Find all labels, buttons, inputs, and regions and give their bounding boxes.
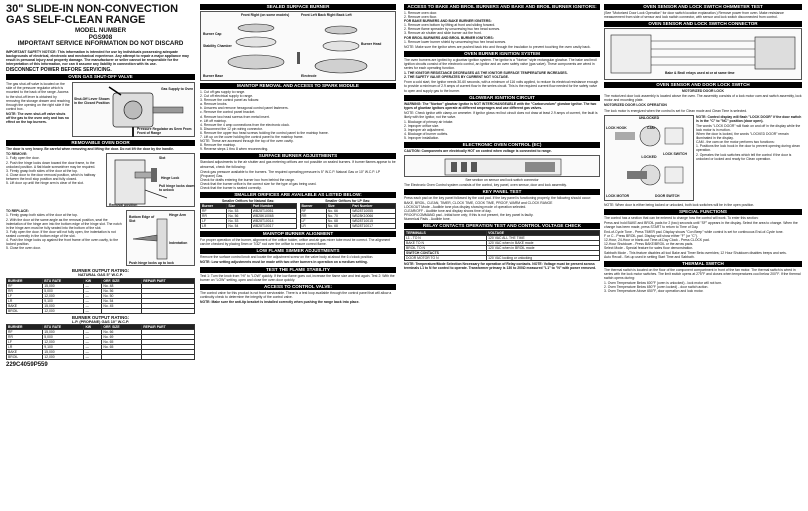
cell: — [84, 293, 102, 298]
label-gas-supply: Gas Supply to Oven [161, 87, 194, 92]
nat-orifice-heading: Smaller Orifices for Natural Gas: [222, 199, 275, 204]
table-row [405, 256, 600, 261]
doorlock-item: 2. Operates the lock switches which tell the control if the door is unlocked or locked and ready for Clean operation. [696, 152, 792, 161]
section-maintop-burner-title: MAINTOP BURNER ALIGNMENT [200, 231, 396, 237]
col-header: TERMINALS [405, 231, 487, 236]
col-header: BTU RATE [43, 278, 84, 283]
cell: DOOR MOTOR TO N [405, 256, 487, 261]
table-row [201, 224, 297, 229]
cell: RR [7, 334, 43, 339]
col-header: Part Number [351, 204, 396, 209]
low-flame-text: Remove the surface control knob and locate the adjustment screw on the valve body at about the 6 o'clock position. [200, 255, 374, 260]
col-header: Burner [201, 204, 227, 209]
replace-step: 5. Close the oven door. [6, 246, 41, 251]
section-oven-shutoff-title: OVEN GAS SHUT-OFF VALVE [6, 74, 195, 80]
replace-heading: TO REPLACE: [6, 209, 29, 214]
label-electrode: Electrode [301, 74, 317, 78]
cell: 12,000 [43, 354, 84, 359]
cell: No. 56 [102, 288, 142, 293]
section-ecc-title: ELECTRONIC OVEN CONTROL (EC) [404, 142, 600, 148]
bake-step: 1. Remove oven door. [404, 11, 438, 15]
document-code: 229C4059P559 [6, 361, 48, 368]
label-hinge-arm: Hinge Arm [169, 213, 187, 218]
special-item: 12-Hour, 24-Hour or blank-out Time-of-Day Clock - Press CLOCK pad. [604, 238, 710, 243]
maintop-step: 2. Cut off electrical supply to range. [200, 94, 254, 99]
cell: 5,000 [43, 334, 84, 339]
cell: No. 53 [227, 209, 251, 214]
ecc-see-note: See section on sensor and lock switch connector [465, 177, 539, 182]
ecc-text: The Electronic Oven Control system consists of the control, key panel, oven sensor, door and lock assembly. [404, 182, 567, 187]
sealed-burner-figure [200, 11, 396, 81]
cell: 15,000 [43, 329, 84, 334]
keypanel-item: BAKE, BROIL, CLEAN, TIMER, CLOCK TIME, COOK TIME, PROOF, WARM and CLOCK RANGE [404, 200, 553, 205]
column-3 [404, 4, 600, 271]
ecc-caution: CAUTION: Components are electrically HOT on control when voltage is connected to range. [404, 149, 552, 154]
label-indentation: Indentation [169, 241, 188, 246]
col-header: BURNER [7, 278, 43, 283]
glowbar-item: 3. Improper air adjustment. [404, 128, 445, 133]
section-relay-title: RELAY CONTACTS OPERATION TEST AND CONTROL VOLTAGE CHECK [404, 223, 600, 229]
label-locked: LOCKED [641, 154, 657, 159]
glowbar-note: NOTE: Check ignitor with clamp-on ammeter. If ignitor glows red but circuit does not draw at least 2.9 amps of current, the fault is likely with the ignitor, not the valve. [404, 110, 598, 119]
label-burner-cap: Burner Cap [203, 32, 222, 36]
keypanel-item: CLEAR/OFF - Audible tone and display shows time of day. [404, 209, 492, 213]
section-access-bake-title: ACCESS TO BAKE AND BROIL BURNERS AND BAKE AND BROIL BURNER IGNITORS: [404, 4, 600, 10]
cell [102, 354, 142, 359]
cell: LF [201, 219, 227, 224]
section-flame-title: TEST THE FLAME STABILITY [200, 267, 396, 273]
cell [102, 308, 142, 313]
service-notice: IMPORTANT SERVICE INFORMATION DO NOT DISCARD [17, 40, 184, 48]
label-removal-position: Removal position [109, 203, 138, 208]
cell: LF [7, 339, 43, 344]
keypanel-text: Press each pad on the key panel followed by the cool pad. If the key panel is functioning properly, the following should occur: [404, 195, 592, 200]
label-lock-switch: LOCK SWITCH [663, 151, 687, 156]
cell: No. 69 [102, 334, 142, 339]
burner-table-lp [6, 324, 195, 360]
cell: No. 66 [102, 329, 142, 334]
label-bottom-edge: Bottom Edge of Slot [129, 215, 155, 224]
nat-table-subtitle: NATURAL GAS 5" W.C.P. [78, 273, 123, 278]
surface-adj-item: Check that the burner orifice is the correct size for the type of gas being used. [200, 181, 317, 186]
replace-step: 2. With the door at the same angle as the removal position, seat the indentation of the hinge arm into the bottom edge of the hinge slot. The notch in the hinge arm must be fully seated into the bottom of the slot. [6, 217, 122, 230]
doorlock-item: 1. Positions the lock hook in the door to prevent opening during clean operation. [696, 144, 800, 153]
section-door-title: REMOVABLE OVEN DOOR [6, 140, 195, 146]
access-control-note: NOTE: Make sure the anti-tip bracket is installed correctly when pushing the range back into place. [200, 299, 360, 304]
special-item: End-of-Cycle Tone - Press TIMER pad. Display shows "Con Beep" while control is set for continuous End-of-Cycle tone. [604, 230, 784, 235]
cell: No. 65 [102, 339, 142, 344]
special-item: Auto Recall - Set-up used in setting Start Time and Sabbath. [604, 254, 695, 259]
remove-step: 1. Fully open the door. [6, 156, 40, 161]
special-item: Select Mode - Special feature for sales floor demonstration. [604, 246, 694, 251]
page-title: 30" SLIDE-IN NON-CONVECTION GAS SELF-CLEAN RANGE [6, 3, 179, 26]
doorlock-note: NOTE: Control display will flash "LOCK DOOR" if the door switch is in the "C" to "NC" position (door open). [696, 114, 802, 123]
maintop-step: 5. Disconnect the 12 pin wiring connector. [200, 126, 263, 131]
cell: — [84, 349, 102, 354]
cell: — [84, 354, 102, 359]
cell: BROIL [7, 308, 43, 313]
section-connector-title: OVEN SENSOR AND LOCK SWITCH CONNECTOR [604, 21, 802, 27]
cell: SWITCH CONTACTS [405, 251, 487, 256]
cell: BROIL TO N [405, 246, 487, 251]
col-header: ORF. SIZE [102, 278, 142, 283]
section-sealed-title: SEALED SURFACE BURNER [200, 4, 396, 10]
cell: No. 54 [102, 298, 142, 303]
doorlock-note-2: NOTE: When door is either being locked or unlocked, both lock switches will be in the open position. [604, 202, 755, 207]
cell: RR [300, 214, 326, 219]
maintop-step: 6. Remove the upper two head screws holding the control panel to the maintop frame. [200, 130, 329, 135]
hinge-arm-figure [126, 210, 195, 266]
doorlock-subtitle: MOTORIZED DOOR LOCK [682, 89, 724, 94]
cell: LR [300, 224, 326, 229]
broil-burner-step: 1. Remove lower burner shield by unscrewing two hex head screws. [404, 39, 507, 44]
bake-step: 2. Remove oven floor. [404, 15, 437, 20]
section-doorlock-title: OVEN SENSOR AND DOOR LOCK SWITCH [604, 82, 802, 88]
col-header: KW [84, 278, 102, 283]
doorlock-item: When the door is locked, the words "LOCKED DOOR" remain illuminated in the display. [696, 132, 789, 141]
section-maintop-title: MAINTOP REMOVAL AND ACCESS TO SPARK MODULE [200, 83, 396, 89]
cell: WB28T10051 [251, 209, 296, 214]
cell: No. 48 [102, 283, 142, 288]
label-unlocked: UNLOCKED [638, 115, 660, 120]
section-thermal-title: THERMAL SWITCH [604, 261, 802, 267]
cell: LR [7, 298, 43, 303]
cell [142, 308, 195, 313]
cell: — [84, 344, 102, 349]
label-hinge-lock: Hinge Lock [161, 176, 180, 181]
surface-adj-text: Standard adjustments to the air shutter and gas metering orifices are not possible on sealed burners. If burner flames appear to be abnormal, check the following: [200, 160, 396, 169]
cell: WB28T10017 [351, 224, 396, 229]
cell: — [84, 288, 102, 293]
hinge-diagram [107, 154, 196, 208]
section-smaller-title: SMALLER ORIFICES ARE AVAILABLE AS LISTED BELOW: [200, 192, 396, 198]
table-row [300, 224, 396, 229]
lp-table-subtitle: L.P. (PROPANE) GAS 10" W.C.P. [71, 319, 130, 324]
label-shutoff-lever: Shut-Off Lever Shown in the Closed Position [74, 97, 110, 106]
control-board-diagram [405, 156, 601, 178]
maintop-step: d. Remove two head screws from metal insert. [200, 114, 270, 119]
cell: 120 VAC when in BAKE mode [487, 241, 600, 246]
maintop-step: b. Unscrew and remove hexagonal control panel fasteners. [200, 106, 289, 111]
column-4 [604, 4, 802, 293]
cell: — [84, 339, 102, 344]
cell: No. 54 [227, 224, 251, 229]
keypanel-item: PROOF/COMMAND pad - Initial tone only; if this is not present, the key panel is faulty. [404, 213, 534, 218]
doorlock-text: The motorized door lock assembly is located above the oven. The assembly consists of a lock motor cam and switch assembly, lock motor and mounting plate. [604, 94, 802, 103]
cell: RF [201, 209, 227, 214]
maintop-step: NOTE: These are accessed through the top of the oven cavity. [200, 139, 294, 144]
label-lock-hook: LOCK HOOK [606, 125, 627, 130]
special-item: Sabbath Mode - This feature disables all tool Bake and Timer Beta overrides; 12 Hour Shutdown disables beeps and sets. [604, 250, 787, 255]
cell: RR [201, 214, 227, 219]
ignition-text: The oven burners are ignited by a glowbar ignition system. The ignitor is a "Norton" style rectangular glowbar. The bake and broil ignition circuits consist of the electronic control, an ignitor and an oven safety valve (gas valve). These components are wired in series for each operating function. [404, 57, 597, 71]
label-cam: CAM [647, 125, 655, 130]
door-hinge-figure [106, 153, 195, 207]
section-surface-adj-title: SURFACE BURNER ADJUSTMENTS [200, 153, 396, 159]
cell: WB28T10055 [351, 209, 396, 214]
surface-adj-item: Check gas pressure available to the burners. The required operating pressure is 5" W.C.P. Natural Gas or 10" W.C.P. LP (Propane) Gas. [200, 169, 381, 178]
shutoff-note: NOTE: The oven shut-off valve shuts off the gas to the oven only and has no effect on the top burners. [6, 111, 69, 125]
label-stability: Stability Chamber [203, 44, 232, 48]
cell: LR [7, 344, 43, 349]
col-header: KW [84, 324, 102, 329]
col-header: REPAIR PART [142, 324, 195, 329]
bake-note: NOTE: Make sure the ignitor wires are pushed back into and through the insulation to prevent touching the oven cavity back. [404, 44, 591, 49]
bake-burner-heading: FOR BAKE BURNERS AND BAKE BURNER IGNITERS: [404, 19, 492, 24]
cell: — [84, 303, 102, 308]
col-header: VOLTAGE [487, 231, 600, 236]
cell: BAKE TO N [405, 241, 487, 246]
relay-note: NOTE: Temperature/Mode Selection Necessary for operation of Relay contacts. NOTE: Voltage must be present across terminals L1 to N for control to operate. Transformer primary is 130 to 200Ω measured "L1" to "N" with power removed. [404, 262, 597, 271]
cell: WB28K10066 [351, 214, 396, 219]
cell: L1 - TO N [405, 236, 487, 241]
cell: RF [7, 283, 43, 288]
col-header: ORF. SIZE [102, 324, 142, 329]
glowbar-item: 4. Blockage of burner outlets. [404, 132, 449, 137]
cell: 15,000 [43, 283, 84, 288]
ignition-more: From a cold start, the ignitor needs 30-60 seconds, with a minimum of 116 volts applied, to reduce its electrical resistance enough to provide a minimum of 2.9 amps of current flow in the series circuit. This is the required current flow needed for the safety valve to open and supply gas to the burner. [404, 80, 599, 93]
cell: 12,000 [43, 293, 84, 298]
label-burner-head: Burner Head [361, 42, 382, 46]
sensor-text: (See "Motorized Door Lock Operation" for door switch location explanation.) Remove power from oven. Make resistance measurement from side of sensor and lock switch connector, with sensor and lock switch disconnected from control. [604, 11, 784, 20]
disconnect-warning: DISCONNECT POWER BEFORE SERVICING. [6, 67, 112, 74]
shutoff-valve-figure [72, 82, 195, 137]
cell: — [84, 329, 102, 334]
maintop-step: c. Remove the control panel bracket. [200, 110, 256, 115]
maintop-step: 7. Lift up on the cover holding the control panel to the maintop frame. [200, 135, 304, 140]
cell: 12,000 [43, 308, 84, 313]
cell: RR [7, 288, 43, 293]
remove-step: 2. Push the hinge locks down toward the door frame, to the unlocked position. A flat blade screwdriver may be required. [6, 160, 96, 169]
maintop-burner-text: For proper operation of the burner, alignment of the orifice holder, orifice and air gas mixer tube must be correct. The alignment can be checked by placing 5mm or 7/32" rod over the orifice to ensure correct flame. [200, 238, 391, 247]
label-relays: Bake & Broil relays used at or at same time [665, 71, 735, 76]
col-header: Size [227, 204, 251, 209]
bake-burner-step: 2. Remove flame spreader by unscrewing two hex head screws. [404, 27, 501, 32]
cell: LF [7, 293, 43, 298]
label-burner-base: Burner Base [203, 74, 224, 78]
col-header: REPAIR PART [142, 278, 195, 283]
special-text: The control has a section that can be entered to change how the control will work. To enter this section: [604, 215, 759, 220]
cell: 120 VAC ALL THE TIME [487, 236, 600, 241]
glowbar-item: 5. Improper installation. [404, 136, 440, 141]
flame-text: Test 1: Turn the knob from "HI" to "LOW" quickly. If the low flame goes out, increase the flame size and test again. Test 2: With the burner on "LOW" setting, open and close the oven door quickly. [200, 273, 395, 282]
surface-adj-item: Check that the burner is seated correctly. [200, 185, 262, 190]
lock-figure [604, 115, 694, 201]
model-label: MODEL NUMBER [74, 27, 127, 34]
cell: No. 56 [227, 214, 251, 219]
thermal-item: 2. Oven Temperature Below 650°F (oven locked) - door switch action. [604, 285, 709, 290]
col-header: BTU RATE [43, 324, 84, 329]
label-front-left: Front Left Back Right Back Left [301, 13, 352, 17]
special-item: F or C - Press BROIL pad. Display will show either "F" (or "C"). [604, 234, 698, 239]
keypanel-item: LOCKOUT Mode - Audible tone plus display showing mode of operation selected. [404, 204, 527, 209]
col-header: Burner [300, 204, 326, 209]
glowbar-item: 2. Improper orifice size. [404, 124, 440, 129]
maintop-step: a. Remove knobs. [200, 102, 228, 107]
cell: BAKE [7, 303, 43, 308]
locked-diagram [605, 159, 695, 193]
cell: 15,000 [43, 303, 84, 308]
cell: — [84, 334, 102, 339]
cell: 9,100 [43, 344, 84, 349]
section-keypanel-title: KEY PANEL TEST [404, 189, 600, 195]
label-lock-motor: LOCK MOTOR [606, 193, 630, 198]
cell: BROIL [7, 354, 43, 359]
model-number: PGS908 [88, 33, 113, 41]
ecc-board-figure [404, 155, 600, 177]
column-1 [6, 4, 195, 367]
cell: WB28T10014 [251, 219, 296, 224]
maintop-step: 4. Remove the 4 amp connections from the electronic clock. [200, 122, 290, 127]
cell: LR [201, 224, 227, 229]
relay-table [404, 230, 600, 261]
broil-burner-heading: FOR BROIL BURNERS AND BROIL BURNER IGNITORS: [404, 35, 494, 40]
maintop-step: 8. Remove the maintop. [200, 143, 236, 148]
doorlock-item: The words "LOCK DOOR" will flash on and off in the display while the lock motor is in motion. [696, 123, 801, 132]
cell: No. 68 [326, 224, 350, 229]
glowbar-item: 1. Blockage of primary air intake. [404, 119, 454, 124]
label-pull-hinge: Pull hinge locks down to unlock [159, 184, 195, 193]
ignition-important-2: 2. THE SAFETY VALVE OPERATES BY CURRENT NOT VOLTAGE. [404, 75, 509, 80]
section-special-title: SPECIAL FUNCTIONS [604, 209, 802, 215]
burner-table-natural [6, 278, 195, 314]
orifice-table-lp [300, 203, 397, 229]
cell: 12,000 [43, 339, 84, 344]
cell: No. 65 [102, 344, 142, 349]
cell: No. 50 [102, 293, 142, 298]
section-glowbar-title: GLOWBAR IGNITION CIRCUIT [404, 95, 600, 101]
section-low-flame-title: LOW FLAME SIMMER ADJUSTMENTS [200, 248, 396, 254]
section-ignition-title: OVEN BURNER IGNITION SYSTEM [404, 51, 600, 57]
orifice-table-natural [200, 203, 297, 229]
maintop-step: 9. Reverse steps 1 thru 8 when reconnecting. [200, 147, 269, 152]
low-flame-note: NOTE: Low setting adjustments must be made with two other burners in operation on a medium setting. [200, 260, 368, 265]
label-front-right: Front Right (on some models) [241, 13, 290, 17]
label-door-switch: DOOR SWITCH [655, 193, 680, 198]
cell: LF [300, 219, 326, 224]
cell: BAKE [7, 349, 43, 354]
cell: — [84, 308, 102, 313]
section-sensor-title: OVEN SENSOR AND LOCK SWITCH OHMMETER TEST [604, 4, 802, 10]
table-row [7, 354, 195, 359]
col-header: BURNER [7, 324, 43, 329]
label-pressure-regulator: Pressure Regulator as Seen From Front of Range [137, 127, 192, 136]
remove-step: 4. Close door to the door removal position, which is halfway between the broil stop position and fully closed. [6, 172, 96, 181]
cell: 120 VAC locking or unlocking [487, 256, 600, 261]
section-access-control-title: ACCESS TO CONTROL VALVE: [200, 284, 396, 290]
label-slot: Slot [159, 156, 166, 161]
cell: No. 53 [227, 219, 251, 224]
surface-adj-item: Check for drafts entering the burner box from behind the range. [200, 177, 295, 182]
col-header: Part Number [251, 204, 296, 209]
col-header: Size [326, 204, 350, 209]
bake-burner-step: 3. Remove air shutter and slide burner out the front. [404, 31, 482, 36]
keypanel-item: Numerical Pads - Audible tone. [404, 217, 451, 222]
cell: — [84, 283, 102, 288]
nat-table-title: BURNER OUTPUT RATING: [71, 268, 130, 274]
replace-step: 3. Fully open the door. If the door will not fully open, the indentation is not seated correctly in the bottom edge of the slot. [6, 229, 116, 238]
cell: 5,000 [43, 288, 84, 293]
table-row [7, 308, 195, 313]
remove-heading: TO REMOVE: [6, 152, 28, 157]
cell: No. 68 [326, 219, 350, 224]
thermal-item: 1. Oven Temperature Below 600°F (oven is unlocked) - lock motor will not turn. [604, 280, 723, 285]
replace-step: 4. Push the hinge locks up against the front frame of the oven cavity, to the locked position. [6, 238, 119, 247]
cell: No. 45 [102, 303, 142, 308]
maintop-step: e. Lift off maintop. [200, 118, 227, 123]
doorlock-op-heading: MOTORIZED DOOR LOCK OPERATION [604, 103, 667, 108]
cell [142, 354, 195, 359]
ignition-important-1: 1. THE IGNITOR RESISTANCE DECREASES AS THE IGNITOR SURFACE TEMPERATURE INCREASES. [404, 71, 568, 76]
special-text-2: Press and hold BAKE and BROIL pads for 2 (two) seconds until "SF" appears in the display. Select the area to change. When the change has been made, press START to return to Time of Day. [604, 220, 798, 229]
column-2 [200, 4, 396, 305]
maintop-step: 3. Remove the control panel as follows: [200, 98, 260, 103]
remove-step: 3. Firmly grasp both sides of the door at the top. [6, 168, 78, 173]
doorlock-op-text: The lock motor is energized when the control is set for Clean mode and Clean Time is selected. [604, 108, 748, 113]
lp-orifice-heading: Smaller Orifices for LP Gas: [325, 199, 371, 204]
label-push-hinge: Push hinge locks up to lock [129, 261, 174, 266]
remove-step: 5. Lift door up until the hinge arm is clear of the slot. [6, 181, 84, 185]
connector-figure [604, 28, 802, 80]
cell: RF [7, 329, 43, 334]
special-item: 12-Hour Shutdown - Press BAKE/BROIL or the arrow pads. [604, 242, 694, 247]
cell: 9,100 [43, 298, 84, 303]
bake-burner-step: 1. Remove oven bottom by lifting at front and sliding forward. [404, 23, 496, 28]
replace-step: 1. Firmly grasp both sides of the door at the top. [6, 213, 78, 218]
access-control-text: The control valve for this product is not front serviceable. There is a test loop available through the control panel that will allow a continuity check to determine the integrity of the control valve. [200, 290, 392, 299]
thermal-item: 3. Oven Temperature Above 650°F, door operation and lock motor. [604, 289, 704, 294]
cell: — [84, 298, 102, 303]
doorlock-item: CAM - the cam on the motor performs two functions: [696, 140, 775, 145]
cell: WB28K10065 [251, 214, 296, 219]
cell: No. 66 [326, 209, 350, 214]
maintop-step: 1. Cut off gas supply to range. [200, 90, 246, 94]
shutoff-text: The gas shut-off valve is located on the side of the pressure regulator which is mounted to the back of the range. Access to the shut-off lever is obtained by removing the storage drawer and reaching through the opening on the right side if the control box. [6, 82, 70, 111]
door-warning: The door is very heavy. Be careful when removing and lifting the door. Do not lift the door by the handle. [6, 147, 174, 152]
cell: WB28T10015 [351, 219, 396, 224]
glowbar-warning: WARNING: The "Norton" glowbar ignitor is NOT INTERCHANGEABLE with the "Carborundum" glowbar ignitor. The two types of glowbar ignitors operate at different amperages and use different gas valves. [404, 101, 597, 110]
lp-table-title: BURNER OUTPUT RATING: [71, 314, 130, 320]
cell: No. 70 [326, 214, 350, 219]
cell: 15,000 [43, 349, 84, 354]
cell: WB28T10017 [251, 224, 296, 229]
thermal-text: The thermal switch is located on the floor of the component compartment in front of the fan motor. The thermal switch is wired in series with the lock motor switches. The limit switch opens at 275°F and closes when temperatures cool below 200°F. If the thermal switch opens during: [604, 267, 801, 280]
cell: RF [300, 209, 326, 214]
cell: 120 VAC when in BROIL mode [487, 246, 600, 251]
safety-notice: IMPORTANT SAFETY NOTICE: This information is intended for use by individuals possessing adequate backgrounds of electrical, electronic and mechanical experience. Any attempt to repair a major appliance may result in personal injury and property damage. The manufacturer or seller cannot be responsible for the interpretation of this information, nor can it assume any liability in connection with its use. [6, 49, 189, 67]
